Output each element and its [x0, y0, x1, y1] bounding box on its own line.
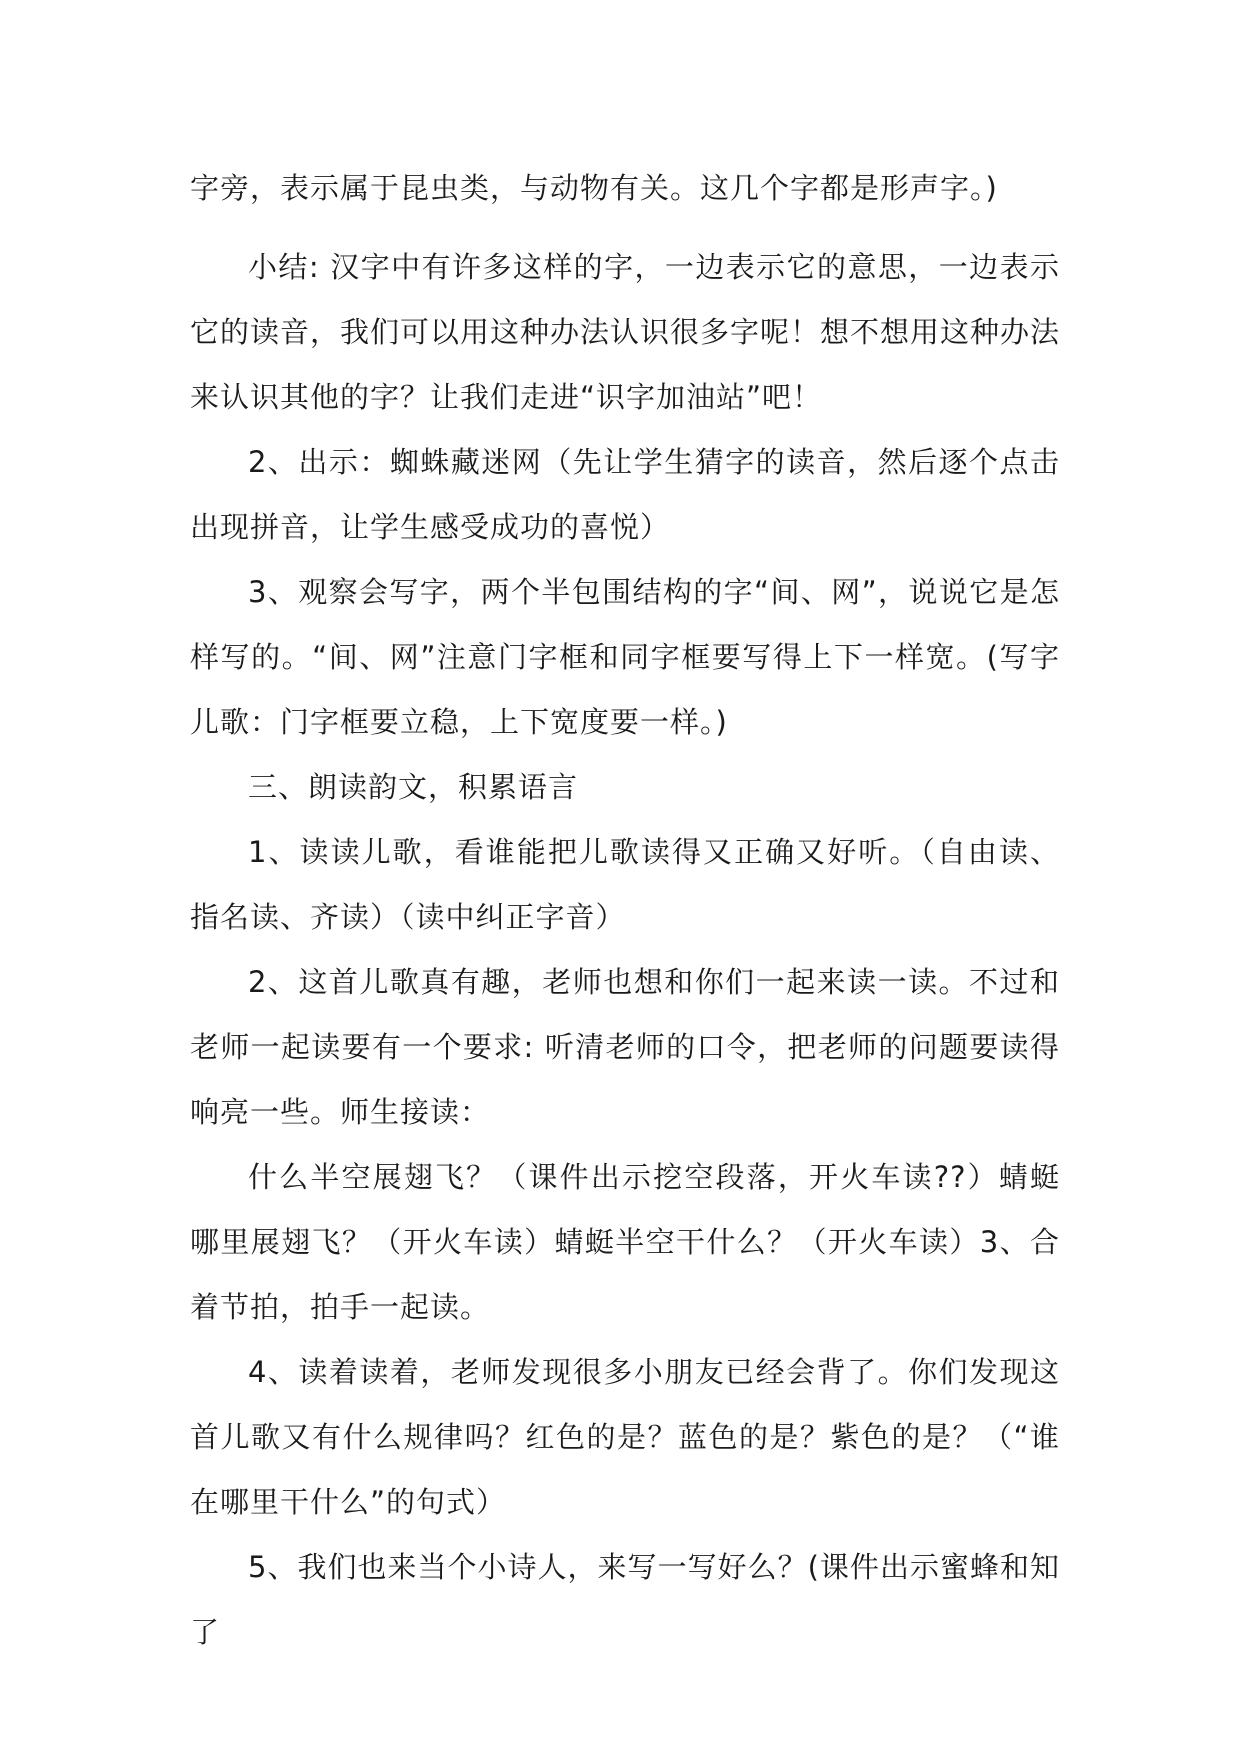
- paragraph: 字旁，表示属于昆虫类，与动物有关。这几个字都是形声字。): [190, 171, 998, 205]
- paragraph: 小结: 汉字中有许多这样的字，一边表示它的意思，一边表示它的读音，我们可以用这种办法认识很多字呢！想不想用这种办法来认识其他的字？让我们走进“识字加油站”吧！: [190, 250, 1061, 414]
- paragraph: 3、观察会写字，两个半包围结构的字“间、网”，说说它是怎样写的。“间、网”注意门字框和同字框要写得上下一样宽。(写字儿歌：门字框要立稳，上下宽度要一样。): [190, 575, 1060, 739]
- paragraph: 1、读读儿歌，看谁能把儿歌读得又正确又好听。（自由读、指名读、齐读）（读中纠正字音）: [190, 835, 1060, 934]
- paragraph: 2、这首儿歌真有趣，老师也想和你们一起来读一读。不过和老师一起读要有一个要求: 听清老师的口令，把老师的问题要读得响亮一些。师生接读：: [190, 965, 1060, 1129]
- paragraph: 5、我们也来当个小诗人，来写一写好么？(课件出示蜜蜂和知了: [190, 1550, 1060, 1649]
- paragraph: 2、出示：蜘蛛藏迷网（先让学生猜字的读音，然后逐个点击出现拼音，让学生感受成功的喜悦）: [190, 445, 1060, 544]
- paragraph: 4、读着读着，老师发现很多小朋友已经会背了。你们发现这首儿歌又有什么规律吗？红色的是？蓝色的是？紫色的是？（“谁在哪里干什么”的句式）: [190, 1355, 1060, 1519]
- paragraph: 什么半空展翅飞？（课件出示挖空段落，开火车读??）蜻蜓哪里展翅飞？（开火车读）蜻蜓半空干什么？（开火车读）3、合着节拍，拍手一起读。: [190, 1160, 1060, 1324]
- document-body: [190, 156, 1060, 1665]
- paragraph: 三、朗读韵文，积累语言: [248, 770, 579, 804]
